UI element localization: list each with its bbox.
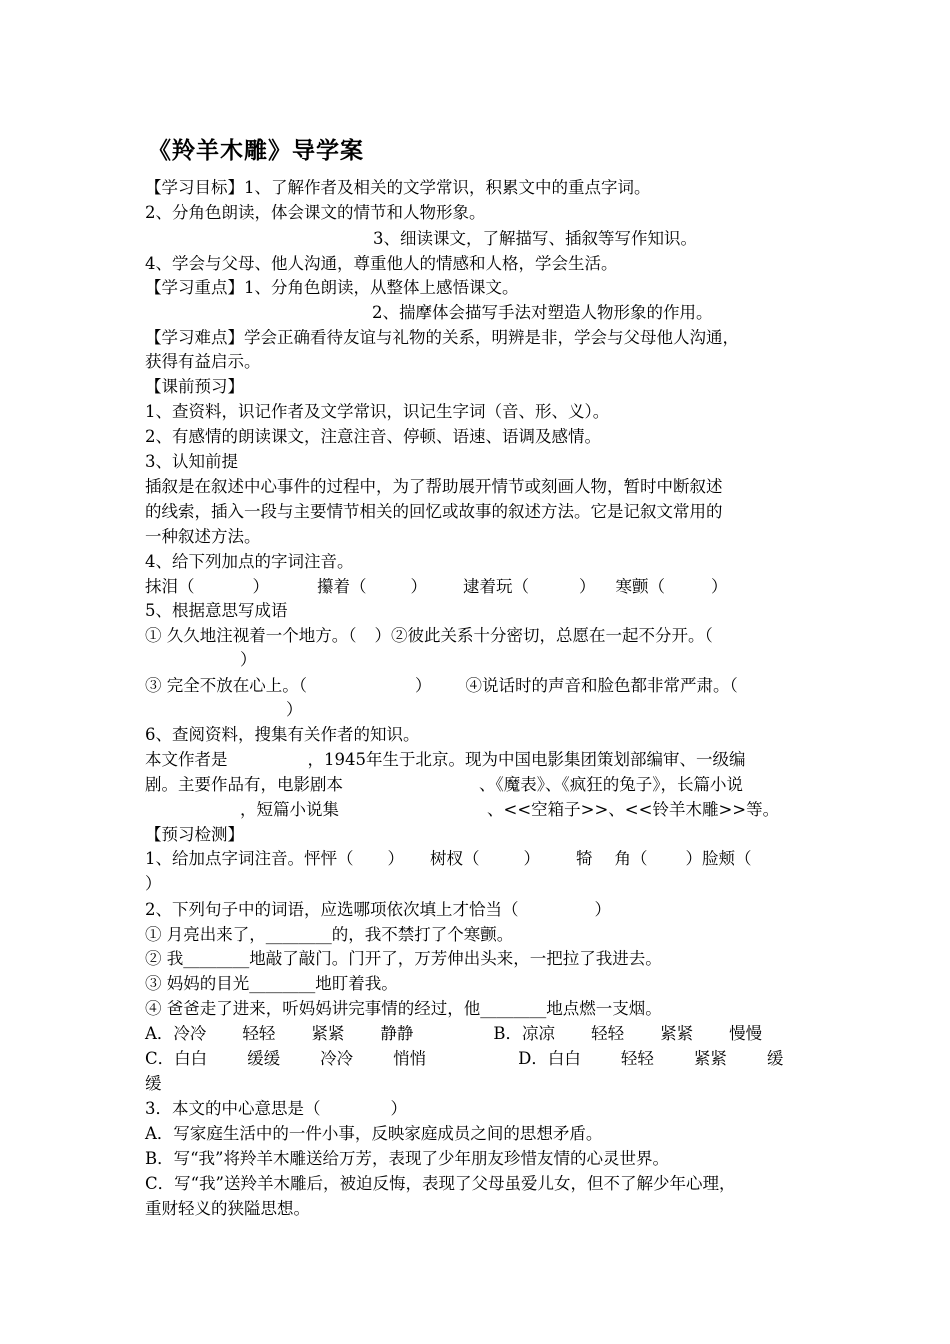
pinyin-word: 逮着玩（ xyxy=(463,577,529,596)
objective-line-1: 【学习目标】1、了解作者及相关的文学常识，积累文中的重点字词。 xyxy=(145,178,651,197)
check-sentence-2: ② 我________地敲了敲门。门开了，万芳伸出头来，一把拉了我进去。 xyxy=(145,949,662,968)
check-q1: 1、给加点字词注音。怦怦（ ） 树杈（ ） 犄 角（ ）脸颊（ xyxy=(145,849,752,868)
pinyin-blank-close: ） xyxy=(579,577,596,596)
options-line-cd: C．白白 缓缓 冷冷 悄悄 D．白白 轻轻 紧紧 缓 xyxy=(145,1049,784,1068)
preview-para-3: 一种叙述方法。 xyxy=(145,527,261,546)
author-line-3: ，短篇小说集 、<<空箱子>>、<<铃羊木雕>>等。 xyxy=(240,800,780,819)
idiom-line-1-close: ） xyxy=(240,650,257,669)
pinyin-line xyxy=(145,574,728,599)
pinyin-blank-close: ） xyxy=(711,577,728,596)
check-q1-close: ） xyxy=(145,874,162,893)
pinyin-word: 寒颤（ xyxy=(615,577,665,596)
objective-line-4: 4、学会与父母、他人沟通，尊重他人的情感和人格，学会生活。 xyxy=(145,254,618,273)
options-line-ab: A．冷冷 轻轻 紧紧 静静 B．凉凉 轻轻 紧紧 慢慢 xyxy=(145,1024,763,1043)
author-line-1: 本文作者是 ，1945年生于北京。现为中国电影集团策划部编审、一级编 xyxy=(145,750,746,769)
q3-option-a: A．写家庭生活中的一件小事，反映家庭成员之间的思想矛盾。 xyxy=(145,1124,603,1143)
option-a-label: A．冷冷 xyxy=(145,1024,207,1043)
option-b-label: B．凉凉 xyxy=(493,1024,556,1043)
check-q2: 2、下列句子中的词语，应选哪项依次填上才恰当（ ） xyxy=(145,900,611,919)
idiom-line-1: ① 久久地注视着一个地方。（ ）②彼此关系十分密切，总愿在一起不分开。（ xyxy=(145,626,713,645)
preview-item-2: 2、有感情的朗读课文，注意注音、停顿、语速、语调及感情。 xyxy=(145,427,601,446)
preview-item-1: 1、查资料，识记作者及文学常识，识记生字词（音、形、义）。 xyxy=(145,402,610,421)
q3-option-b: B．写“我”将羚羊木雕送给万芳，表现了少年朋友珍惜友情的心灵世界。 xyxy=(145,1149,669,1168)
option-c-label: C．白白 xyxy=(145,1049,208,1068)
pinyin-word: 抹泪（ xyxy=(145,577,195,596)
preview-para-2: 的线索，插入一段与主要情节相关的回忆或故事的叙述方法。它是记叙文常用的 xyxy=(145,502,723,521)
check-sentence-3: ③ 妈妈的目光________地盯着我。 xyxy=(145,974,398,993)
check-sentence-1: ① 月亮出来了，________的，我不禁打了个寒颤。 xyxy=(145,925,514,944)
preview-item-5: 5、根据意思写成语 xyxy=(145,601,288,620)
option-d-wrap: 缓 xyxy=(145,1074,162,1093)
check-heading: 【预习检测】 xyxy=(145,825,244,844)
objective-line-2: 2、分角色朗读，体会课文的情节和人物形象。 xyxy=(145,203,486,222)
preview-para-1: 插叙是在叙述中心事件的过程中，为了帮助展开情节或刻画人物，暂时中断叙述 xyxy=(145,477,723,496)
difficulty-line-1: 【学习难点】学会正确看待友谊与礼物的关系，明辨是非，学会与父母他人沟通， xyxy=(145,328,739,347)
q3-option-c-line-1: C．写“我”送羚羊木雕后，被迫反悔，表现了父母虽爱儿女，但不了解少年心理， xyxy=(145,1174,736,1193)
preview-item-4: 4、给下列加点的字词注音。 xyxy=(145,552,354,571)
option-d-label: D．白白 xyxy=(518,1049,581,1068)
idiom-line-3: ③ 完全不放在心上。（ ） ④说话时的声音和脸色都非常严肃。（ xyxy=(145,676,738,695)
check-q3: 3．本文的中心意思是（ ） xyxy=(145,1099,407,1118)
focus-line-2: 2、揣摩体会描写手法对塑造人物形象的作用。 xyxy=(372,303,713,322)
focus-line-1: 【学习重点】1、分角色朗读，从整体上感悟课文。 xyxy=(145,278,519,297)
pinyin-word: 攥着（ xyxy=(317,577,367,596)
q3-option-c-line-2: 重财轻义的狭隘思想。 xyxy=(145,1199,310,1218)
check-sentence-4: ④ 爸爸走了进来，听妈妈讲完事情的经过，他________地点燃一支烟。 xyxy=(145,999,662,1018)
document-title: 《羚羊木雕》导学案 xyxy=(148,138,364,164)
author-line-2: 剧。主要作品有，电影剧本 、《魔表》、《疯狂的兔子》，长篇小说 xyxy=(145,775,743,794)
preview-item-6: 6、查阅资料，搜集有关作者的知识。 xyxy=(145,725,420,744)
objective-line-3: 3、细读课文，了解描写、插叙等写作知识。 xyxy=(373,229,697,248)
preview-item-3: 3、认知前提 xyxy=(145,452,238,471)
difficulty-line-2: 获得有益启示。 xyxy=(145,352,261,371)
preview-heading: 【课前预习】 xyxy=(145,377,244,396)
pinyin-blank-close: ） xyxy=(252,577,269,596)
pinyin-blank-close: ） xyxy=(410,577,427,596)
idiom-line-4-close: ） xyxy=(286,700,303,719)
